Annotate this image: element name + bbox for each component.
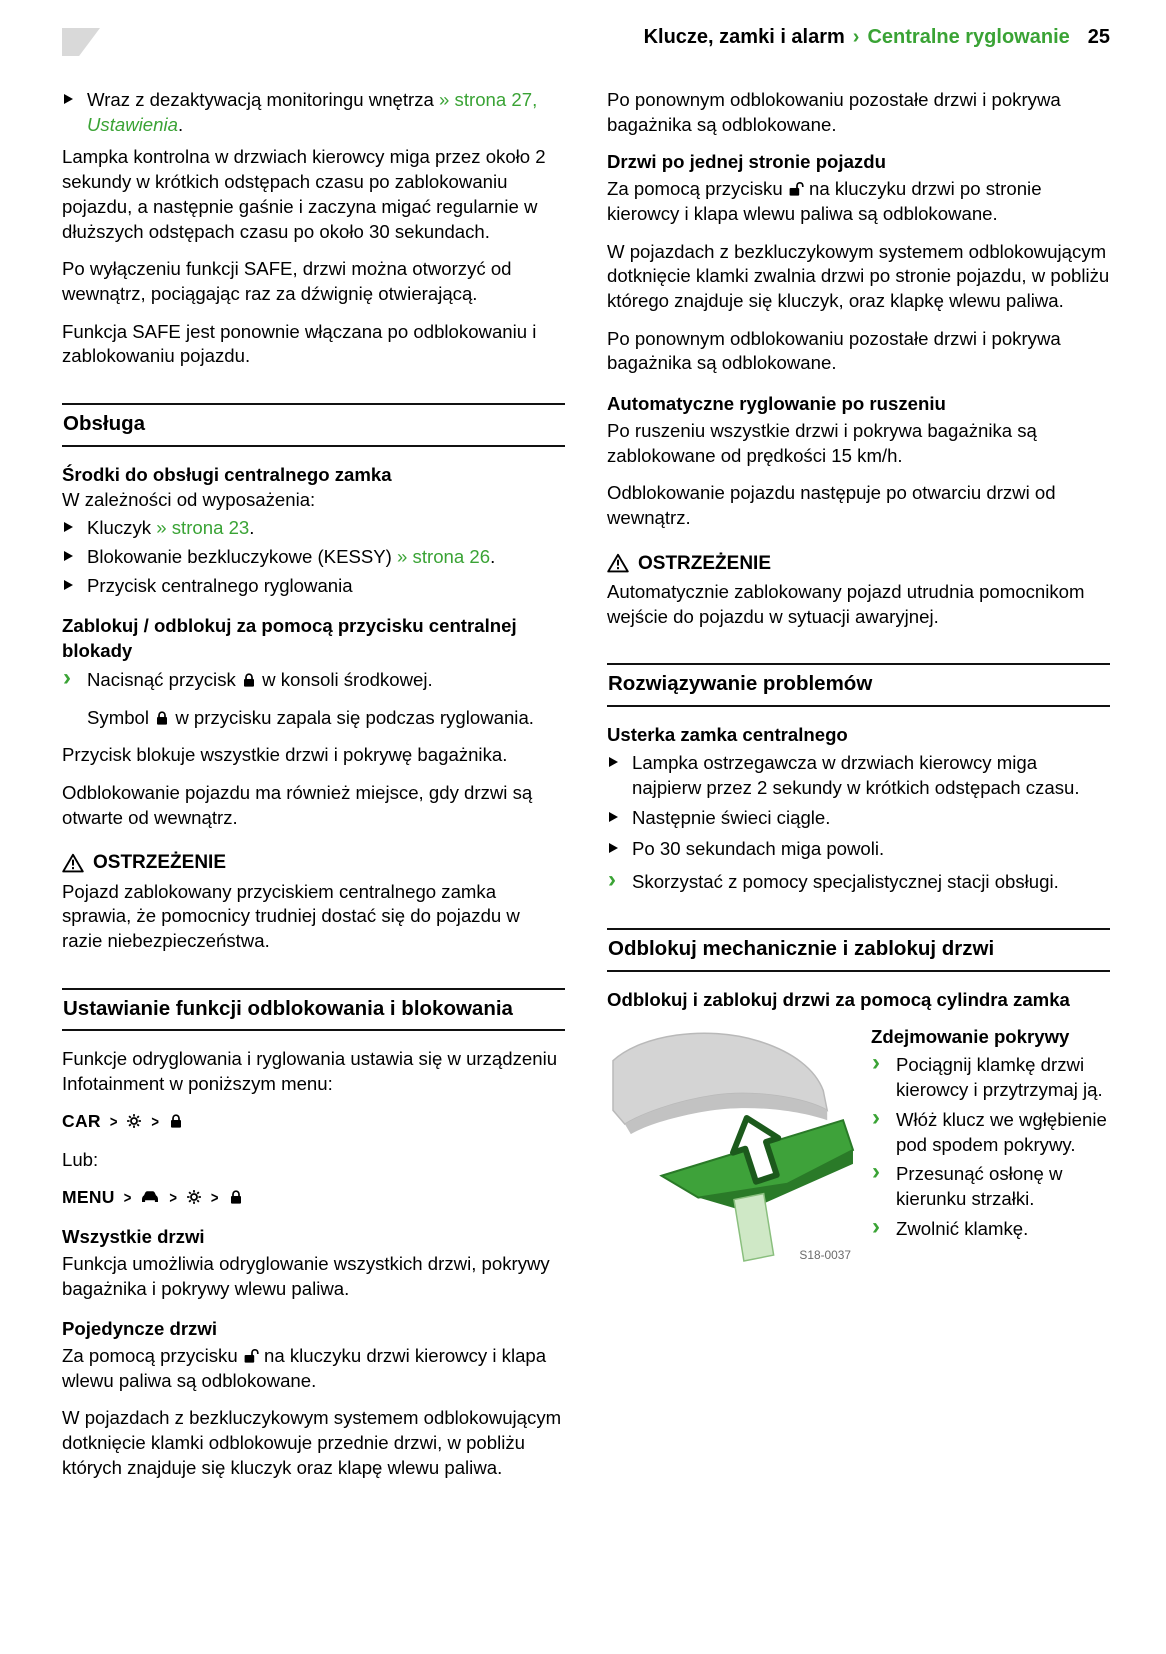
list-item: Lampka ostrzegawcza w drzwiach kierowcy miga najpierw przez 2 sekundy w krótkich odstępach czasu. — [607, 751, 1110, 800]
menu-button-label: MENU — [62, 1186, 115, 1207]
list-item: Blokowanie bezkluczykowe (KESSY) » strona 26. — [62, 545, 565, 570]
paragraph: Odblokowanie pojazdu ma również miejsce, gdy drzwi są otwarte od wewnątrz. — [62, 781, 533, 828]
bullet-triangle-icon — [609, 812, 618, 822]
menu-separator: > — [169, 1188, 177, 1207]
warning-block — [62, 850, 565, 953]
left-column — [62, 88, 565, 1494]
paragraph: Po ponownym odblokowaniu pozostałe drzwi i pokrywa bagażnika są odblokowane. — [607, 89, 1061, 135]
warning-title: OSTRZEŻENIE — [638, 552, 772, 574]
bullet-triangle-icon — [64, 522, 73, 532]
warning-body: Automatycznie zablokowany pojazd utrudnia pomocnikom wejście do pojazdu w sytuacji awaryjnej. — [607, 581, 1085, 627]
paragraph: Za pomocą przycisku na kluczyku drzwi po stronie kierowcy i klapa wlewu paliwa są odblokowane. — [607, 178, 1042, 224]
action-step: › Przesunąć osłonę w kierunku strzałki. — [872, 1158, 1063, 1210]
page-number: 25 — [1087, 26, 1110, 48]
lock-icon — [168, 1113, 184, 1129]
cross-reference-link[interactable]: » strona 27, Ustawienia — [87, 89, 538, 135]
cross-reference-link[interactable]: » strona 26 — [397, 545, 491, 567]
door-handle-figure — [607, 1025, 855, 1265]
warning-triangle-icon — [607, 553, 629, 573]
warning-title: OSTRZEŻENIE — [93, 852, 227, 874]
figure-block — [607, 1025, 1110, 1272]
paragraph: Przycisk blokuje wszystkie drzwi i pokrywę bagażnika. — [62, 744, 508, 766]
subheading: Zablokuj / odblokuj za pomocą przycisku centralnej blokady — [62, 615, 517, 662]
lock-icon — [154, 710, 170, 726]
paragraph: Funkcje odryglowania i ryglowania ustawia się w urządzeniu Infotainment w poniższym menu: — [62, 1048, 558, 1095]
paragraph: Odblokowanie pojazdu następuje po otwarciu drzwi od wewnątrz. — [607, 482, 1056, 529]
breadcrumb-separator: › — [852, 26, 860, 48]
paragraph: W pojazdach z bezkluczykowym systemem odblokowującym dotknięcie klamki odblokowuje przednie drzwi, w pobliżu których znajduje się kluczyk oraz klapę wlewu paliwa. — [62, 1407, 562, 1478]
action-step: › Skorzystać z pomocy specjalistycznej stacji obsługi. — [608, 865, 1059, 893]
menu-separator: > — [210, 1188, 219, 1207]
menu-separator: > — [123, 1188, 132, 1207]
lock-icon — [228, 1189, 244, 1205]
warning-triangle-icon — [62, 853, 84, 873]
paragraph: Lub: — [62, 1149, 99, 1171]
header-decoration — [62, 28, 100, 56]
subheading: Usterka zamka centralnego — [607, 724, 848, 746]
gear-icon — [126, 1113, 142, 1129]
step-chevron-icon: › — [872, 1049, 880, 1077]
action-step: › Nacisnąć przycisk w konsoli środkowej. — [63, 663, 433, 691]
list-item: Przycisk centralnego ryglowania — [62, 574, 565, 599]
bullet-triangle-icon — [64, 94, 73, 104]
paragraph: Lampka kontrolna w drzwiach kierowcy miga przez około 2 sekundy w krótkich odstępach czasu po zablokowaniu pojazdu, a następnie gaśnie i zaczyna migać regularnie w dłuższych odstępach czasu po około 30 sekundach. — [62, 146, 546, 242]
section-heading-odblokuj: Odblokuj mechanicznie i zablokuj drzwi — [607, 928, 1110, 972]
paragraph: W zależności od wyposażenia: — [62, 488, 316, 510]
section-heading-problemy: Rozwiązywanie problemów — [607, 663, 1110, 707]
unlock-icon — [788, 181, 804, 197]
door-strip — [734, 1193, 774, 1260]
list-item-text: Wraz z dezaktywacją monitoringu wnętrza — [87, 89, 440, 110]
step-chevron-icon: › — [608, 865, 616, 893]
figure-caption: S18-0037 — [799, 1247, 851, 1262]
bullet-triangle-icon — [609, 757, 618, 767]
cross-reference-link[interactable]: » strona 23 — [156, 517, 250, 539]
list-item: Kluczyk » strona 23. — [62, 516, 565, 541]
figure-title: Zdejmowanie pokrywy — [871, 1025, 1070, 1047]
subheading: Pojedyncze drzwi — [62, 1318, 217, 1340]
door-handle-illustration — [607, 1025, 855, 1272]
menu-separator: > — [151, 1112, 160, 1131]
infotainment-menu-path — [62, 1186, 565, 1209]
subheading: Wszystkie drzwi — [62, 1226, 205, 1248]
menu-button-label: CAR — [62, 1110, 101, 1131]
bullet-triangle-icon — [609, 843, 618, 853]
step-chevron-icon: › — [63, 663, 71, 691]
paragraph: Po ponownym odblokowaniu pozostałe drzwi i pokrywa bagażnika są odblokowane. — [607, 327, 1061, 374]
breadcrumb-section: Centralne ryglowanie — [867, 26, 1070, 48]
step-chevron-icon: › — [872, 1103, 880, 1131]
action-step: › Pociągnij klamkę drzwi kierowcy i przytrzymaj ją. — [872, 1049, 1103, 1101]
subheading: Drzwi po jednej stronie pojazdu — [607, 151, 886, 173]
warning-title-row — [62, 850, 565, 875]
warning-title-row — [607, 551, 1110, 576]
list-item: Wraz z dezaktywacją monitoringu wnętrza » strona 27, Ustawienia. — [62, 88, 565, 137]
bullet-triangle-icon — [64, 580, 73, 590]
subheading: Automatyczne ryglowanie po ruszeniu — [607, 393, 946, 415]
subheading: Odblokuj i zablokuj drzwi za pomocą cylindra zamka — [607, 988, 1070, 1010]
paragraph: Za pomocą przycisku na kluczyku drzwi kierowcy i klapa wlewu paliwa są odblokowane. — [62, 1344, 547, 1391]
paragraph-indented: Symbol w przycisku zapala się podczas ryglowania. — [87, 706, 534, 728]
unlock-icon — [243, 1348, 259, 1364]
breadcrumb-chapter: Klucze, zamki i alarm — [643, 26, 845, 48]
bullet-triangle-icon — [64, 551, 73, 561]
paragraph: W pojazdach z bezkluczykowym systemem odblokowującym dotknięcie klamki zwalnia drzwi po stronie pojazdu, w pobliżu którego znajduje się kluczyk, oraz klapkę wlewu paliwa. — [607, 240, 1110, 312]
list-item: Następnie świeci ciągle. — [607, 806, 1110, 831]
right-column — [607, 88, 1110, 1494]
lock-icon — [241, 672, 257, 688]
step-chevron-icon: › — [872, 1212, 880, 1240]
figure-instructions — [871, 1025, 1110, 1272]
infotainment-menu-path — [62, 1110, 565, 1133]
action-step: › Zwolnić klamkę. — [872, 1212, 1029, 1240]
paragraph: Po ruszeniu wszystkie drzwi i pokrywa bagażnika są zablokowane od prędkości 15 km/h. — [607, 419, 1037, 466]
page-header — [62, 26, 1110, 58]
warning-block — [607, 551, 1110, 630]
list-item: Po 30 sekundach miga powoli. — [607, 837, 1110, 862]
paragraph: Funkcja SAFE jest ponownie włączana po odblokowaniu i zablokowaniu pojazdu. — [62, 320, 537, 367]
gear-icon — [186, 1189, 202, 1205]
menu-separator: > — [109, 1112, 118, 1131]
section-heading-ustawianie: Ustawianie funkcji odblokowania i blokowania — [62, 988, 565, 1032]
action-step: › Włóż klucz we wgłębienie pod spodem pokrywy. — [872, 1103, 1107, 1155]
paragraph: Po wyłączeniu funkcji SAFE, drzwi można otworzyć od wewnątrz, pociągając raz za dźwignię otwierającą. — [62, 258, 512, 305]
step-chevron-icon: › — [872, 1158, 880, 1186]
subheading: Środki do obsługi centralnego zamka — [62, 463, 392, 485]
section-heading-obsluga: Obsługa — [62, 403, 565, 447]
car-icon — [140, 1189, 160, 1205]
warning-body: Pojazd zablokowany przyciskiem centralnego zamka sprawia, że pomocnicy trudniej dostać się do pojazdu w razie niebezpieczeństwa. — [62, 880, 520, 952]
paragraph: Funkcja umożliwia odryglowanie wszystkich drzwi, pokrywy bagażnika i pokrywy wlewu paliwa. — [62, 1252, 550, 1299]
